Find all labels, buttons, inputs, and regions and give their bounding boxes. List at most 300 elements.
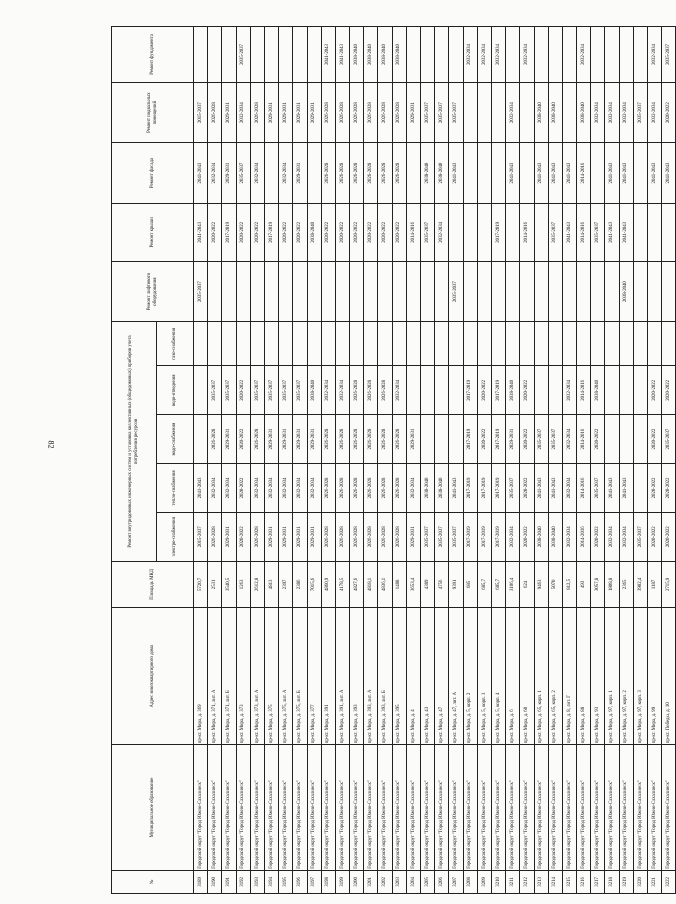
cell-heat: 2026-2028 xyxy=(392,464,406,513)
cell-elevator: 2035-2037 xyxy=(194,261,208,321)
cell-roof: 2020-2022 xyxy=(236,203,250,261)
cell-foundation: 2041-2043 xyxy=(335,27,349,83)
cell-electric: 2017-2019 xyxy=(463,512,477,561)
cell-basement: 2026-2028 xyxy=(208,82,222,142)
cell-area: 4818,1 xyxy=(364,561,378,607)
cell-elevator xyxy=(378,261,392,321)
cell-address: пр-кт. Мира, д. 97, корп. 2 xyxy=(619,608,633,745)
cell-roof: 2041-2043 xyxy=(605,203,619,261)
cell-gas xyxy=(264,322,278,366)
cell-facade xyxy=(477,143,491,203)
cell-area: 2386 xyxy=(293,561,307,607)
cell-basement: 2035-2037 xyxy=(449,82,463,142)
cell-gas xyxy=(378,322,392,366)
cell-water xyxy=(633,415,647,464)
cell-gas xyxy=(577,322,591,366)
cell-basement: 2038-2040 xyxy=(548,82,562,142)
cell-heat: 2020-2022 xyxy=(236,464,250,513)
cell-facade: 2032-2034 xyxy=(208,143,222,203)
cell-facade: 2041-2043 xyxy=(662,143,676,203)
cell-address: пр-кт. Мира, д. 65, корп. 2 xyxy=(548,608,562,745)
cell-gas xyxy=(435,322,449,366)
cell-foundation: 2041-2043 xyxy=(321,27,335,83)
cell-water: 2026-2028 xyxy=(378,415,392,464)
cell-drain: 2020-2022 xyxy=(662,366,676,415)
cell-facade: 2026-2028 xyxy=(350,143,364,203)
cell-num: 3204 xyxy=(406,870,420,893)
cell-heat xyxy=(633,464,647,513)
cell-water: 2029-2031 xyxy=(307,415,321,464)
table-row xyxy=(477,27,491,894)
cell-basement: 2015-2037 xyxy=(194,82,208,142)
table-row xyxy=(605,27,619,894)
cell-electric: 2026-2028 xyxy=(378,512,392,561)
cell-facade: 2029-2031 xyxy=(222,143,236,203)
cell-electric: 2029-2031 xyxy=(293,512,307,561)
cell-water xyxy=(421,415,435,464)
cell-facade xyxy=(264,143,278,203)
cell-water: 2035-2037 xyxy=(662,415,676,464)
cell-drain: 2017-2019 xyxy=(463,366,477,415)
cell-address: пр-кт. Мира, д. 97, корп. 3 xyxy=(633,608,647,745)
cell-elevator xyxy=(406,261,420,321)
cell-roof xyxy=(506,203,520,261)
table-row xyxy=(208,27,222,894)
cell-gas xyxy=(605,322,619,366)
table-row xyxy=(293,27,307,894)
cell-drain: 2032-2034 xyxy=(335,366,349,415)
cell-heat: 2032-2034 xyxy=(208,464,222,513)
cell-municipality: Городской округ "Город Южно-Сахалинск" xyxy=(463,745,477,871)
table-row xyxy=(534,27,548,894)
cell-gas xyxy=(307,322,321,366)
cell-municipality: Городской округ "Город Южно-Сахалинск" xyxy=(534,745,548,871)
cell-num: 3210 xyxy=(491,870,505,893)
cell-area: 3106,4 xyxy=(506,561,520,607)
cell-area: 3653,4 xyxy=(406,561,420,607)
header-area: Площадь МКД xyxy=(112,561,194,607)
cell-basement: 2035-2037 xyxy=(435,82,449,142)
cell-basement xyxy=(520,82,534,142)
cell-basement: 2038-2040 xyxy=(577,82,591,142)
cell-gas xyxy=(364,322,378,366)
cell-water: 2026-2028 xyxy=(321,415,335,464)
cell-area: 4389 xyxy=(421,561,435,607)
cell-heat: 2038-2040 xyxy=(421,464,435,513)
cell-gas xyxy=(520,322,534,366)
cell-area: 1488 xyxy=(392,561,406,607)
cell-gas xyxy=(548,322,562,366)
cell-address: пр-кт. Мира, д. 377 xyxy=(307,608,321,745)
cell-basement: 2026-2028 xyxy=(350,82,364,142)
cell-facade xyxy=(406,143,420,203)
cell-drain: 2035-2037 xyxy=(293,366,307,415)
cell-roof: 2038-2040 xyxy=(307,203,321,261)
cell-foundation xyxy=(562,27,576,83)
cell-drain: 2032-2034 xyxy=(562,366,576,415)
cell-electric: 2029-2031 xyxy=(264,512,278,561)
cell-elevator xyxy=(350,261,364,321)
cell-drain xyxy=(534,366,548,415)
cell-basement: 2032-2034 xyxy=(236,82,250,142)
cell-elevator xyxy=(335,261,349,321)
cell-municipality: Городской округ "Город Южно-Сахалинск" xyxy=(335,745,349,871)
cell-roof xyxy=(449,203,463,261)
cell-electric: 2026-2028 xyxy=(392,512,406,561)
cell-electric: 2017-2019 xyxy=(491,512,505,561)
cell-municipality: Городской округ "Город Южно-Сахалинск" xyxy=(477,745,491,871)
cell-basement xyxy=(491,82,505,142)
cell-heat: 2026-2028 xyxy=(321,464,335,513)
cell-drain: 2017-2019 xyxy=(491,366,505,415)
cell-num: 3206 xyxy=(435,870,449,893)
cell-elevator xyxy=(491,261,505,321)
cell-roof: 2017-2019 xyxy=(264,203,278,261)
cell-facade: 2038-2040 xyxy=(435,143,449,203)
cell-facade: 2041-2043 xyxy=(534,143,548,203)
cell-roof xyxy=(463,203,477,261)
table-row xyxy=(648,27,662,894)
cell-num: 3195 xyxy=(279,870,293,893)
cell-municipality: Городской округ "Город Южно-Сахалинск" xyxy=(591,745,605,871)
cell-heat: 2041-2043 xyxy=(194,464,208,513)
cell-water: 2035-2037 xyxy=(534,415,548,464)
table-row xyxy=(364,27,378,894)
cell-municipality: Городской округ "Город Южно-Сахалинск" xyxy=(392,745,406,871)
cell-water: 2020-2022 xyxy=(236,415,250,464)
cell-heat: 2032-2034 xyxy=(264,464,278,513)
cell-foundation xyxy=(633,27,647,83)
cell-basement: 2032-2034 xyxy=(591,82,605,142)
cell-electric: 2035-2037 xyxy=(449,512,463,561)
cell-address: пр-кт. Мира, д. 5, корп. 3 xyxy=(477,608,491,745)
cell-foundation: 2032-2034 xyxy=(477,27,491,83)
table-row xyxy=(392,27,406,894)
cell-gas xyxy=(279,322,293,366)
cell-elevator xyxy=(591,261,605,321)
cell-drain xyxy=(619,366,633,415)
cell-municipality: Городской округ "Город Южно-Сахалинск" xyxy=(577,745,591,871)
table-row xyxy=(506,27,520,894)
cell-facade: 2026-2028 xyxy=(378,143,392,203)
cell-municipality: Городской округ "Город Южно-Сахалинск" xyxy=(435,745,449,871)
cell-heat: 2041-2043 xyxy=(449,464,463,513)
table-row xyxy=(378,27,392,894)
cell-electric: 2020-2022 xyxy=(591,512,605,561)
cell-municipality: Городской округ "Город Южно-Сахалинск" xyxy=(222,745,236,871)
cell-drain: 2035-2037 xyxy=(208,366,222,415)
cell-water: 2017-2019 xyxy=(491,415,505,464)
cell-address: пр-кт. Мира, д. 43 xyxy=(421,608,435,745)
cell-address: пр-кт. Мира, д. 373 xyxy=(236,608,250,745)
cell-foundation: 2038-2040 xyxy=(350,27,364,83)
cell-drain xyxy=(435,366,449,415)
cell-drain: 2035-2037 xyxy=(250,366,264,415)
cell-electric: 2026-2028 xyxy=(208,512,222,561)
cell-num: 3203 xyxy=(392,870,406,893)
cell-address: пр-кт. Мира, д. 393, лит. А xyxy=(364,608,378,745)
cell-foundation xyxy=(619,27,633,83)
cell-gas xyxy=(463,322,477,366)
cell-water: 2029-2031 xyxy=(264,415,278,464)
cell-electric: 2032-2034 xyxy=(562,512,576,561)
cell-area: 4756 xyxy=(435,561,449,607)
cell-electric: 2035-2037 xyxy=(421,512,435,561)
cell-electric: 2014-2016 xyxy=(577,512,591,561)
cell-area: 5070 xyxy=(548,561,562,607)
cell-gas xyxy=(591,322,605,366)
cell-municipality: Городской округ "Город Южно-Сахалинск" xyxy=(208,745,222,871)
cell-foundation xyxy=(435,27,449,83)
cell-roof: 2020-2022 xyxy=(364,203,378,261)
cell-gas xyxy=(506,322,520,366)
table-row xyxy=(279,27,293,894)
cell-roof: 2017-2019 xyxy=(222,203,236,261)
cell-facade: 2041-2043 xyxy=(605,143,619,203)
cell-municipality: Городской округ "Город Южно-Сахалинск" xyxy=(506,745,520,871)
cell-drain xyxy=(633,366,647,415)
cell-water: 2029-2031 xyxy=(406,415,420,464)
cell-address: пр-кт. Мира, д. 391 xyxy=(321,608,335,745)
cell-roof: 2035-2037 xyxy=(548,203,562,261)
cell-roof xyxy=(648,203,662,261)
cell-num: 3189 xyxy=(194,870,208,893)
cell-foundation: 2038-2040 xyxy=(392,27,406,83)
header-elevator: Ремонт лифтового оборудования xyxy=(112,261,194,321)
cell-electric: 2029-2031 xyxy=(222,512,236,561)
cell-gas xyxy=(236,322,250,366)
table-row xyxy=(591,27,605,894)
cell-area: 3540,5 xyxy=(222,561,236,607)
cell-facade: 2041-2043 xyxy=(548,143,562,203)
cell-elevator xyxy=(605,261,619,321)
cell-roof: 2020-2022 xyxy=(335,203,349,261)
cell-water: 2020-2022 xyxy=(591,415,605,464)
header-drain: водо-отведения xyxy=(157,366,194,415)
cell-num: 3214 xyxy=(548,870,562,893)
cell-water xyxy=(435,415,449,464)
cell-foundation xyxy=(279,27,293,83)
cell-address: пр-кт. Мира, д. 391, лит. А xyxy=(335,608,349,745)
cell-roof xyxy=(534,203,548,261)
cell-heat: 2041-2043 xyxy=(548,464,562,513)
cell-electric: 2026-2028 xyxy=(350,512,364,561)
cell-municipality: Городской округ "Город Южно-Сахалинск" xyxy=(350,745,364,871)
header-basement: Ремонт подвальных помещений xyxy=(112,82,194,142)
cell-heat: 2020-2022 xyxy=(662,464,676,513)
cell-electric: 2038-2040 xyxy=(534,512,548,561)
cell-drain: 2020-2022 xyxy=(477,366,491,415)
table-row xyxy=(421,27,435,894)
table-row xyxy=(463,27,477,894)
cell-num: 3192 xyxy=(236,870,250,893)
header-address: Адрес многоквартирного дома xyxy=(112,608,194,745)
cell-num: 3219 xyxy=(619,870,633,893)
cell-facade: 2041-2043 xyxy=(506,143,520,203)
cell-heat: 2041-2043 xyxy=(619,464,633,513)
cell-address: пр-кт. Мира, д. 5, корп. 2 xyxy=(463,608,477,745)
cell-water: 2020-2022 xyxy=(648,415,662,464)
cell-foundation: 2032-2034 xyxy=(577,27,591,83)
cell-facade xyxy=(591,143,605,203)
cell-facade xyxy=(491,143,505,203)
header-roof: Ремонт крыши xyxy=(112,203,194,261)
table-row xyxy=(222,27,236,894)
cell-area: 9463 xyxy=(534,561,548,607)
cell-municipality: Городской округ "Город Южно-Сахалинск" xyxy=(605,745,619,871)
cell-basement: 2026-2028 xyxy=(250,82,264,142)
cell-basement xyxy=(463,82,477,142)
cell-facade: 2041-2043 xyxy=(562,143,576,203)
cell-heat: 2026-2028 xyxy=(378,464,392,513)
cell-roof: 2041-2043 xyxy=(619,203,633,261)
cell-facade: 2014-2016 xyxy=(577,143,591,203)
cell-drain: 2038-2040 xyxy=(591,366,605,415)
cell-heat: 2032-2034 xyxy=(293,464,307,513)
cell-roof: 2020-2022 xyxy=(293,203,307,261)
cell-heat: 2032-2034 xyxy=(562,464,576,513)
cell-electric: 2026-2028 xyxy=(364,512,378,561)
cell-foundation xyxy=(605,27,619,83)
cell-heat: 2014-2016 xyxy=(577,464,591,513)
cell-heat: 2035-2037 xyxy=(506,464,520,513)
cell-elevator xyxy=(562,261,576,321)
cell-heat: 2035-2037 xyxy=(591,464,605,513)
cell-facade: 2026-2028 xyxy=(335,143,349,203)
cell-water: 2026-2028 xyxy=(208,415,222,464)
cell-electric: 2017-2019 xyxy=(477,512,491,561)
cell-num: 3220 xyxy=(633,870,647,893)
cell-drain: 2026-2028 xyxy=(350,366,364,415)
cell-municipality: Городской округ "Город Южно-Сахалинск" xyxy=(378,745,392,871)
cell-municipality: Городской округ "Город Южно-Сахалинск" xyxy=(648,745,662,871)
cell-num: 3221 xyxy=(648,870,662,893)
cell-roof: 2041-2043 xyxy=(194,203,208,261)
cell-area: 685,7 xyxy=(477,561,491,607)
cell-electric: 2035-2037 xyxy=(435,512,449,561)
cell-facade xyxy=(463,143,477,203)
cell-roof: 2020-2022 xyxy=(279,203,293,261)
cell-electric: 2026-2028 xyxy=(335,512,349,561)
cell-area: 1187 xyxy=(648,561,662,607)
cell-roof: 2035-2037 xyxy=(591,203,605,261)
cell-water: 2029-2031 xyxy=(222,415,236,464)
cell-area: 9391 xyxy=(449,561,463,607)
cell-heat: 2020-2022 xyxy=(648,464,662,513)
cell-address: пр-кт. Мира, д. 4 xyxy=(406,608,420,745)
cell-num: 3196 xyxy=(293,870,307,893)
cell-basement: 2029-2031 xyxy=(406,82,420,142)
cell-drain: 2020-2022 xyxy=(520,366,534,415)
cell-elevator xyxy=(264,261,278,321)
cell-municipality: Городской округ "Город Южно-Сахалинск" xyxy=(236,745,250,871)
cell-municipality: Городской округ "Город Южно-Сахалинск" xyxy=(293,745,307,871)
cell-water: 2032-2034 xyxy=(562,415,576,464)
table-row xyxy=(577,27,591,894)
cell-num: 3201 xyxy=(364,870,378,893)
cell-facade: 2026-2028 xyxy=(321,143,335,203)
cell-basement: 2026-2028 xyxy=(378,82,392,142)
cell-address: пр-кт. Мира, д. 99 xyxy=(648,608,662,745)
cell-basement: 2029-2031 xyxy=(264,82,278,142)
cell-water xyxy=(619,415,633,464)
cell-area: 4836,1 xyxy=(378,561,392,607)
cell-drain: 2035-2037 xyxy=(279,366,293,415)
cell-water xyxy=(194,415,208,464)
cell-area: 3057,8 xyxy=(591,561,605,607)
cell-num: 3202 xyxy=(378,870,392,893)
table-row xyxy=(435,27,449,894)
cell-address: пр-кт. Мира, д. 47 xyxy=(435,608,449,745)
cell-num: 3222 xyxy=(662,870,676,893)
cell-roof: 2014-2016 xyxy=(577,203,591,261)
cell-drain xyxy=(449,366,463,415)
cell-drain: 2014-2016 xyxy=(577,366,591,415)
cell-municipality: Городской округ "Город Южно-Сахалинск" xyxy=(421,745,435,871)
table-row xyxy=(236,27,250,894)
table-row xyxy=(491,27,505,894)
table-row xyxy=(520,27,534,894)
header-gas: газо-снабжения xyxy=(157,322,194,366)
cell-num: 3213 xyxy=(534,870,548,893)
cell-address: пр-кт. Мира, д. 93 xyxy=(591,608,605,745)
cell-heat: 2026-2028 xyxy=(364,464,378,513)
cell-electric: 2035-2037 xyxy=(633,512,647,561)
cell-address: пр-кт. Мира, д. 393, лит. Б xyxy=(378,608,392,745)
cell-num: 3205 xyxy=(421,870,435,893)
cell-num: 3197 xyxy=(307,870,321,893)
cell-roof: 2020-2022 xyxy=(250,203,264,261)
cell-elevator xyxy=(520,261,534,321)
cell-gas xyxy=(293,322,307,366)
cell-electric: 2029-2031 xyxy=(307,512,321,561)
cell-roof: 2017-2019 xyxy=(491,203,505,261)
cell-drain: 2032-2034 xyxy=(392,366,406,415)
cell-num: 3193 xyxy=(250,870,264,893)
cell-address: пр-кт. Мира, д. 5, корп. 4 xyxy=(491,608,505,745)
cell-num: 3200 xyxy=(350,870,364,893)
cell-roof: 2020-2022 xyxy=(392,203,406,261)
table-row xyxy=(406,27,420,894)
cell-facade: 2038-2040 xyxy=(421,143,435,203)
cell-gas xyxy=(449,322,463,366)
header-municipality: Муниципальное образование xyxy=(112,745,194,871)
cell-roof: 2041-2043 xyxy=(562,203,576,261)
cell-address: пр-кт. Мира, д. 6 xyxy=(506,608,520,745)
cell-basement: 2029-2031 xyxy=(293,82,307,142)
cell-elevator xyxy=(250,261,264,321)
cell-gas xyxy=(619,322,633,366)
cell-drain xyxy=(605,366,619,415)
cell-drain: 2020-2022 xyxy=(648,366,662,415)
cell-address: пр-кт. Мира, д. 375, лит. Б xyxy=(293,608,307,745)
table-row xyxy=(264,27,278,894)
cell-water: 2020-2022 xyxy=(520,415,534,464)
cell-gas xyxy=(406,322,420,366)
cell-electric: 2029-2031 xyxy=(279,512,293,561)
cell-num: 3194 xyxy=(264,870,278,893)
cell-basement: 2035-2037 xyxy=(633,82,647,142)
cell-area: 2531 xyxy=(208,561,222,607)
cell-gas xyxy=(321,322,335,366)
cell-elevator: 2038-2040 xyxy=(619,261,633,321)
rotated-table-wrapper xyxy=(111,26,671,894)
cell-electric: 2038-2040 xyxy=(548,512,562,561)
cell-water: 2020-2022 xyxy=(477,415,491,464)
header-electric: электро-снабжения xyxy=(157,512,194,561)
cell-foundation xyxy=(506,27,520,83)
header-foundation: Ремонт фундамента xyxy=(112,27,194,83)
